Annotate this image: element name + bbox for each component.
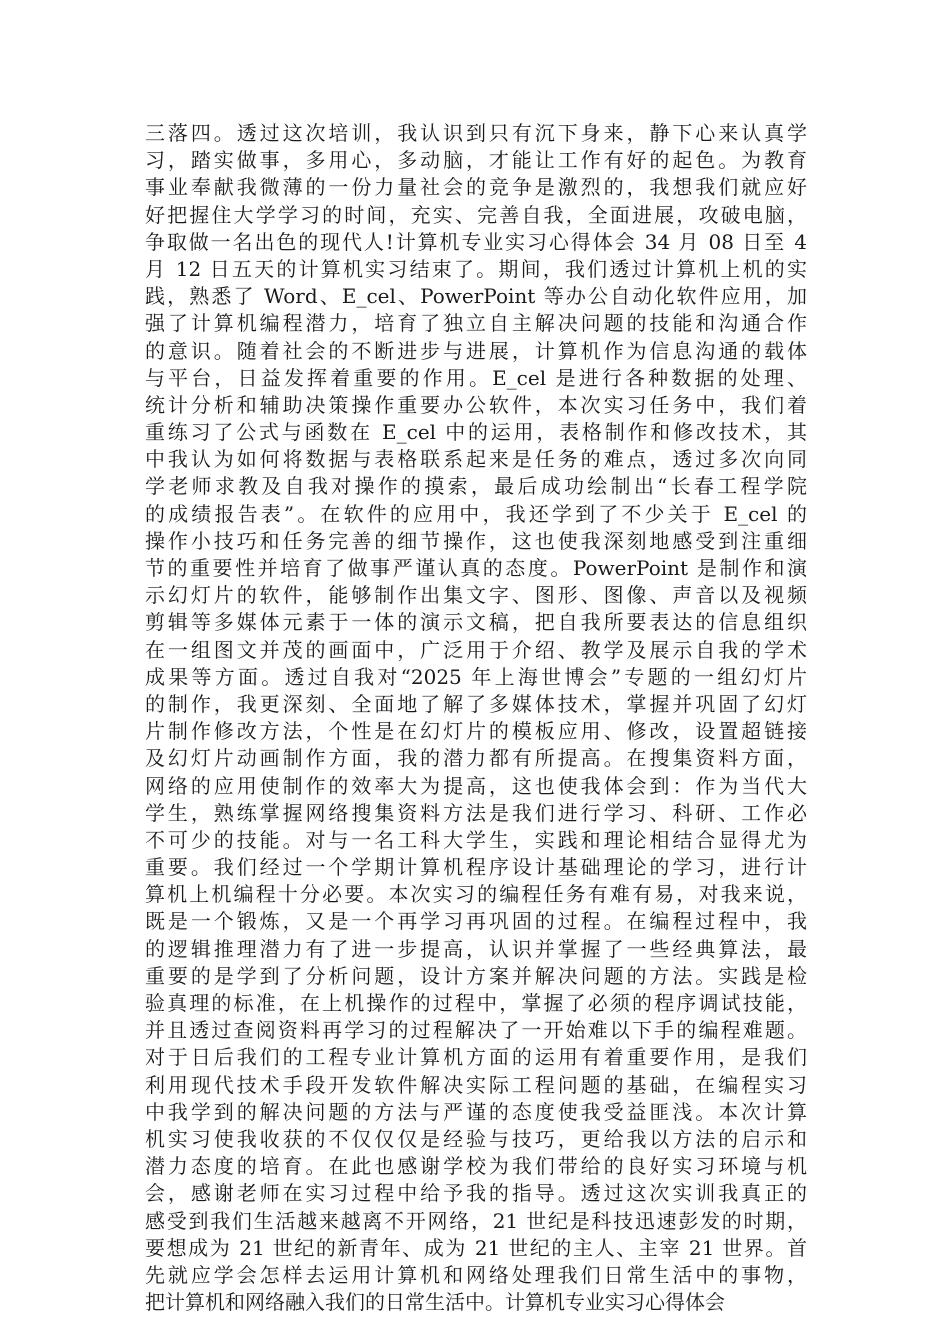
text-line: 剪辑等多媒体元素于一体的演示文稿，把自我所要表达的信息组织 [145,610,807,635]
text-line: 潜力态度的培育。在此也感谢学校为我们带给的良好实习环境与机 [145,1154,807,1179]
text-line: 不可少的技能。对与一名工科大学生，实践和理论相结合显得尤为 [145,827,807,852]
text-line: 统计分析和辅助决策操作重要办公软件，本次实习任务中，我们着 [145,392,807,417]
text-line: 的成绩报告表”。在软件的应用中，我还学到了不少关于 E_cel 的 [145,501,807,526]
body-text [145,120,807,1316]
text-line: 示幻灯片的软件，能够制作出集文字、图形、图像、声音以及视频 [145,583,807,608]
text-line: 网络的应用使制作的效率大为提高，这也使我体会到：作为当代大 [145,773,807,798]
text-line: 的逻辑推理潜力有了进一步提高，认识并掌握了一些经典算法，最 [145,936,807,961]
text-line: 利用现代技术手段开发软件解决实际工程问题的基础，在编程实习 [145,1072,807,1097]
text-line: 的制作，我更深刻、全面地了解了多媒体技术，掌握并巩固了幻灯 [145,691,807,716]
text-line: 争取做一名出色的现代人!计算机专业实习心得体会 34 月 08 日至 4 [145,229,807,254]
text-line: 片制作修改方法，个性是在幻灯片的模板应用、修改，设置超链接 [145,719,807,744]
text-line: 及幻灯片动画制作方面，我的潜力都有所提高。在搜集资料方面， [145,746,807,771]
text-line: 先就应学会怎样去运用计算机和网络处理我们日常生活中的事物， [145,1262,807,1287]
text-line: 好把握住大学学习的时间，充实、完善自我，全面进展，攻破电脑， [145,202,807,227]
text-line: 节的重要性并培育了做事严谨认真的态度。PowerPoint 是制作和演 [145,556,807,580]
text-line: 学老师求教及自我对操作的摸索，最后成功绘制出“长春工程学院 [145,474,807,499]
text-line: 月 12 日五天的计算机实习结束了。期间，我们透过计算机上机的实 [145,256,807,281]
text-line: 机实习使我收获的不仅仅仅是经验与技巧，更给我以方法的启示和 [145,1126,807,1151]
text-line: 验真理的标准，在上机操作的过程中，掌握了必须的程序调试技能， [145,991,807,1015]
text-line: 成果等方面。透过自我对“2025 年上海世博会”专题的一组幻灯片 [145,664,807,689]
text-line: 与平台，日益发挥着重要的作用。E_cel 是进行各种数据的处理、 [145,365,807,390]
text-line: 对于日后我们的工程专业计算机方面的运用有着重要作用，是我们 [145,1045,807,1070]
text-line: 算机上机编程十分必要。本次实习的编程任务有难有易，对我来说， [145,882,807,907]
text-line: 并且透过查阅资料再学习的过程解决了一开始难以下手的编程难题。 [145,1018,807,1043]
text-line: 操作小技巧和任务完善的细节操作，这也使我深刻地感受到注重细 [145,528,807,553]
text-line: 重要。我们经过一个学期计算机程序设计基础理论的学习，进行计 [145,855,807,880]
text-line: 要想成为 21 世纪的新青年、成为 21 世纪的主人、主宰 21 世界。首 [145,1235,807,1260]
text-line: 在一组图文并茂的画面中，广泛用于介绍、教学及展示自我的学术 [145,637,807,662]
text-line: 重练习了公式与函数在 E_cel 中的运用，表格制作和修改技术，其 [145,420,807,445]
text-line: 把计算机和网络融入我们的日常生活中。计算机专业实习心得体会 [145,1290,725,1315]
text-line: 既是一个锻炼，又是一个再学习再巩固的过程。在编程过程中，我 [145,909,807,934]
text-line: 践，熟悉了 Word、E_cel、PowerPoint 等办公自动化软件应用，加 [145,284,807,309]
text-line: 重要的是学到了分析问题，设计方案并解决问题的方法。实践是检 [145,963,807,988]
text-line: 的意识。随着社会的不断进步与进展，计算机作为信息沟通的载体 [145,338,807,363]
text-line: 三落四。透过这次培训，我认识到只有沉下身来，静下心来认真学 [145,121,807,145]
text-line: 事业奉献我微薄的一份力量社会的竞争是激烈的，我想我们就应好 [145,175,807,200]
text-line: 学生，熟练掌握网络搜集资料方法是我们进行学习、科研、工作必 [145,800,807,825]
text-line: 中我认为如何将数据与表格联系起来是任务的难点，透过多次向同 [145,447,807,472]
text-line: 习，踏实做事，多用心，多动脑，才能让工作有好的起色。为教育 [145,148,807,173]
text-line: 强了计算机编程潜力，培育了独立自主解决问题的技能和沟通合作 [145,311,807,336]
text-line: 会，感谢老师在实习过程中给予我的指导。透过这次实训我真正的 [145,1181,807,1206]
text-line: 中我学到的解决问题的方法与严谨的态度使我受益匪浅。本次计算 [145,1099,807,1124]
text-line: 感受到我们生活越来越离不开网络，21 世纪是科技迅速彭发的时期， [145,1208,807,1233]
